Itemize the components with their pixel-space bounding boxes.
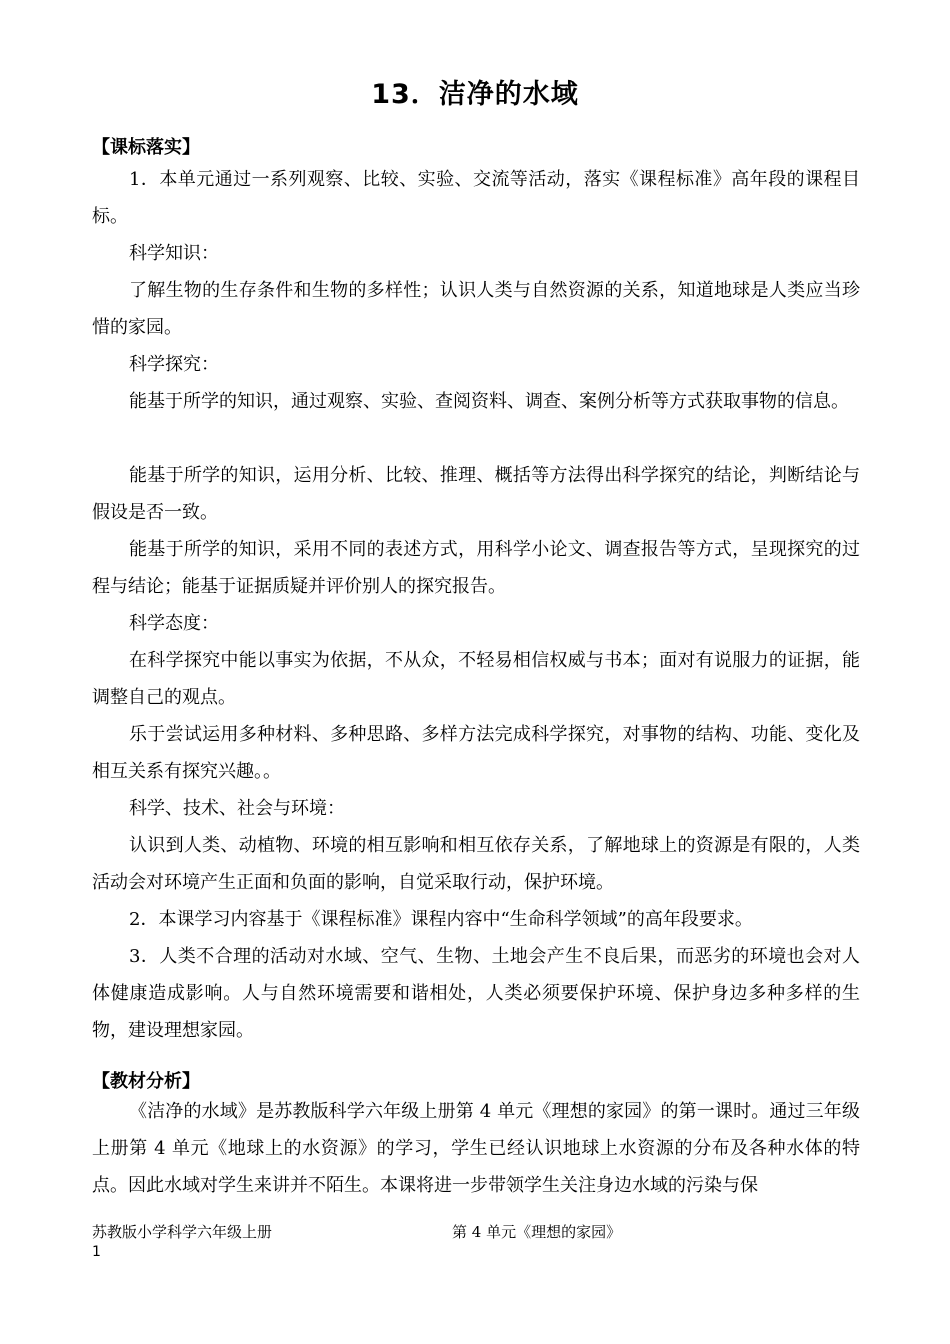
paragraph: 乐于尝试运用多种材料、多种思路、多样方法完成科学探究，对事物的结构、功能、变化及相互关系有探究兴趣。。 bbox=[92, 724, 860, 782]
section-heading-analysis: 【教材分析】 bbox=[92, 1071, 200, 1092]
paragraph: 1．本单元通过一系列观察、比较、实验、交流等活动，落实《课程标准》高年段的课程目标。 bbox=[92, 169, 860, 227]
paragraph: 了解生物的生存条件和生物的多样性；认识人类与自然资源的关系，知道地球是人类应当珍惜的家园。 bbox=[92, 280, 860, 338]
paragraph: 能基于所学的知识，运用分析、比较、推理、概括等方法得出科学探究的结论，判断结论与假设是否一致。 bbox=[92, 465, 860, 523]
paragraph: 在科学探究中能以事实为依据，不从众，不轻易相信权威与书本；面对有说服力的证据，能调整自己的观点。 bbox=[92, 650, 860, 708]
footer-unit-title: 第 4 单元《理想的家园》 bbox=[452, 1223, 622, 1241]
paragraph: 科学态度： bbox=[129, 613, 219, 634]
footer-book-title: 苏教版小学科学六年级上册 bbox=[92, 1223, 273, 1241]
paragraph: 认识到人类、动植物、环境的相互影响和相互依存关系，了解地球上的资源是有限的，人类活动会对环境产生正面和负面的影响，自觉采取行动，保护环境。 bbox=[92, 835, 860, 893]
section-heading-standards: 【课标落实】 bbox=[92, 137, 200, 158]
paragraph: 科学知识： bbox=[129, 243, 219, 264]
paragraph: 能基于所学的知识，通过观察、实验、查阅资料、调查、案例分析等方式获取事物的信息。 bbox=[129, 391, 849, 412]
paragraph: 《洁净的水域》是苏教版科学六年级上册第 4 单元《理想的家园》的第一课时。通过三年级上册第 4 单元《地球上的水资源》的学习，学生已经认识地球上水资源的分布及各种水体的特点。因此水域对学生来讲并不陌生。本课将进一步带领学生关注身边水域的污染与保 bbox=[92, 1101, 860, 1196]
paragraph: 科学、技术、社会与环境： bbox=[129, 798, 345, 819]
paragraph: 3．人类不合理的活动对水域、空气、生物、土地会产生不良后果，而恶劣的环境也会对人体健康造成影响。人与自然环境需要和谐相处，人类必须要保护环境、保护身边多种多样的生物，建设理想家园。 bbox=[92, 946, 860, 1041]
page-number: 1 bbox=[92, 1244, 101, 1260]
paragraph: 科学探究： bbox=[129, 354, 219, 375]
paragraph: 能基于所学的知识，采用不同的表述方式，用科学小论文、调查报告等方式，呈现探究的过程与结论；能基于证据质疑并评价别人的探究报告。 bbox=[92, 539, 860, 597]
page-title: 13．洁净的水域 bbox=[371, 79, 579, 110]
paragraph: 2．本课学习内容基于《课程标准》课程内容中“生命科学领域”的高年段要求。 bbox=[129, 909, 753, 930]
